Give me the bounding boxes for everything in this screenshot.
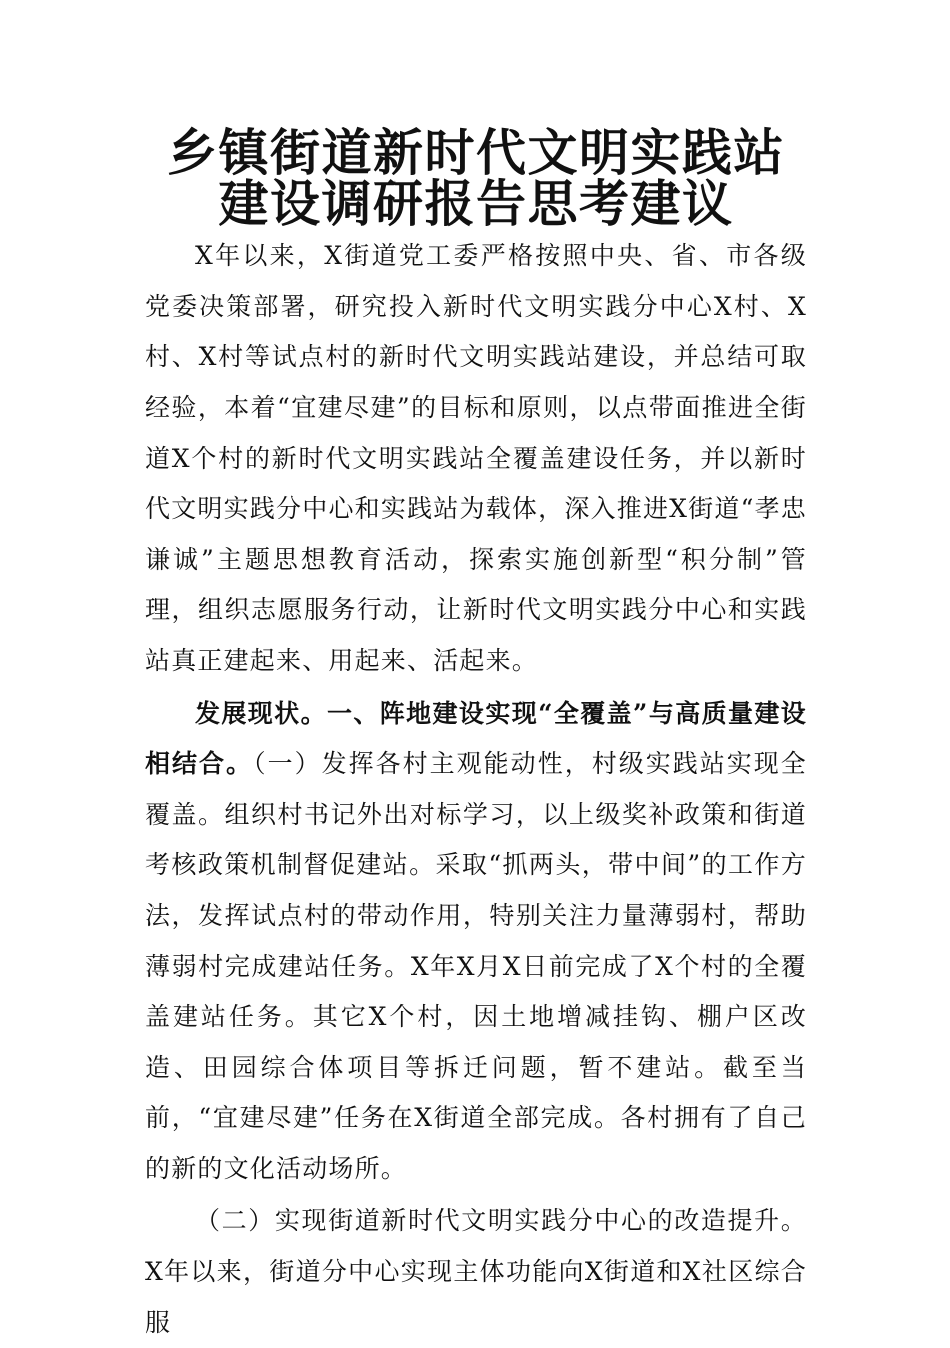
- section1-paragraph: [145, 689, 807, 1195]
- intro-paragraph: X年以来，X街道党工委严格按照中央、省、市各级党委决策部署，研究投入新时代文明实践分中心X村、X村、X村等试点村的新时代文明实践站建设，并总结可取经验，本着“宜建尽建”的目标和原则，以点带面推进全街道X个村的新时代文明实践站全覆盖建设任务，并以新时代文明实践分中心和实践站为载体，深入推进X街道“孝忠谦诚”主题思想教育活动，探索实施创新型“积分制”管理，组织志愿服务行动，让新时代文明实践分中心和实践站真正建起来、用起来、活起来。: [145, 241, 807, 675]
- section1-body: （一）发挥各村主观能动性，村级实践站实现全覆盖。组织村书记外出对标学习，以上级奖补政策和街道考核政策机制督促建站。采取“抓两头，带中间”的工作方法，发挥试点村的带动作用，特别关注力量薄弱村，帮助薄弱村完成建站任务。X年X月X日前完成了X个村的全覆盖建站任务。其它X个村，因土地增减挂钩、棚户区改造、田园综合体项目等拆迁问题，暂不建站。截至当前，“宜建尽建”任务在X街道全部完成。各村拥有了自己的新的文化活动场所。: [145, 749, 808, 1183]
- document-title: 乡镇街道新时代文明实践站建设调研报告思考建议: [167, 123, 785, 233]
- section1-heading: 发展现状。一、阵地建设实现“全覆盖”与高质量建设相结合。: [145, 698, 807, 779]
- document-body: [145, 123, 808, 1348]
- section1-2-paragraph: （二）实现街道新时代文明实践分中心的改造提升。X年以来，街道分中心实现主体功能向X街道和X社区综合服: [145, 1206, 807, 1337]
